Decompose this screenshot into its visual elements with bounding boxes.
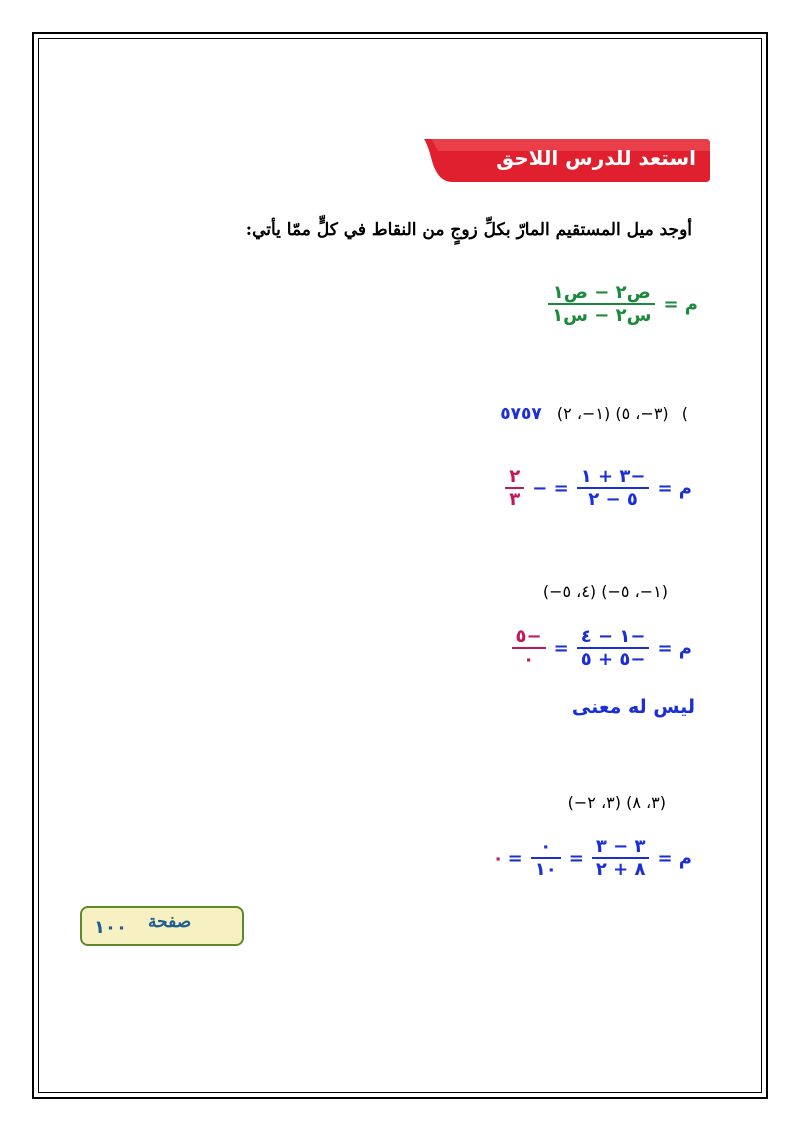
problem-3-fraction-2 <box>531 836 561 880</box>
problem-3-points: (٣، ٨) (٣، ٢−) <box>567 793 666 812</box>
problem-2-den-1: −٥ + ٥ <box>580 649 646 670</box>
problem-2-num-1: −١ − ٤ <box>580 626 646 647</box>
problem-1-den-1: ٥ − ٢ <box>588 489 638 510</box>
page-number: ١٠٠ <box>94 917 127 938</box>
problem-1-points: (٣−، ٥) (١−، ٢) <box>556 404 669 423</box>
slope-formula <box>544 282 702 326</box>
formula-lhs: م = <box>663 293 698 315</box>
problem-2-num-2: −٥ <box>515 626 542 647</box>
problem-2-lhs: م = <box>657 637 692 659</box>
problem-1-eq-2: = − <box>532 477 569 499</box>
problem-3-solution <box>493 836 696 880</box>
problem-3-num-2: ٠ <box>540 836 552 857</box>
formula-fraction <box>548 282 655 326</box>
problem-1-fraction-2 <box>505 466 524 510</box>
problem-2-fraction-1 <box>577 626 650 670</box>
problem-2-fraction-2 <box>512 626 546 670</box>
problem-1-num-2: ٢ <box>509 466 521 487</box>
page-label: صفحة <box>148 912 192 932</box>
formula-denominator: س٢ − س١ <box>552 305 652 326</box>
problem-3-den-1: ٨ + ٢ <box>595 859 646 880</box>
problem-3-eq-3: = <box>507 847 523 869</box>
problem-1-fraction-1 <box>577 466 650 510</box>
problem-3-den-2: ١٠ <box>534 859 557 880</box>
problem-1-lhs: م = <box>657 477 692 499</box>
section-banner <box>424 139 710 182</box>
problem-1-den-2: ٣ <box>509 489 521 510</box>
section-title: استعد للدرس اللاحق <box>496 146 696 170</box>
problem-3-lhs: م = <box>657 847 692 869</box>
formula-numerator: ص٢ − ص١ <box>552 282 651 303</box>
problem-1-num-1: −٣ + ١ <box>580 466 646 487</box>
problem-3-num-1: ٣ − ٣ <box>595 836 646 857</box>
problem-2-eq-2: = <box>553 637 569 659</box>
instruction-text: أوجد ميل المستقيم المارّ بكلِّ زوجٍ من النقاط في كلٍّ ممّا يأتي: <box>245 220 692 240</box>
problem-2-note: ليس له معنى <box>571 696 695 718</box>
problem-1-paren: ) <box>681 404 688 423</box>
page-number-badge <box>80 906 244 946</box>
problem-2-solution <box>508 626 696 670</box>
problem-3-eq-2: = <box>568 847 584 869</box>
problem-2-points: (١−، ٥−) (٤، ٥−) <box>542 582 668 601</box>
problem-1-solution <box>501 466 696 510</box>
problem-1-points-row <box>500 404 688 424</box>
problem-1-extra: ٥٧٥٧ <box>500 404 542 424</box>
problem-3-result: ٠ <box>492 847 504 869</box>
problem-3-fraction-1 <box>592 836 650 880</box>
problem-2-den-2: ٠ <box>523 649 535 670</box>
